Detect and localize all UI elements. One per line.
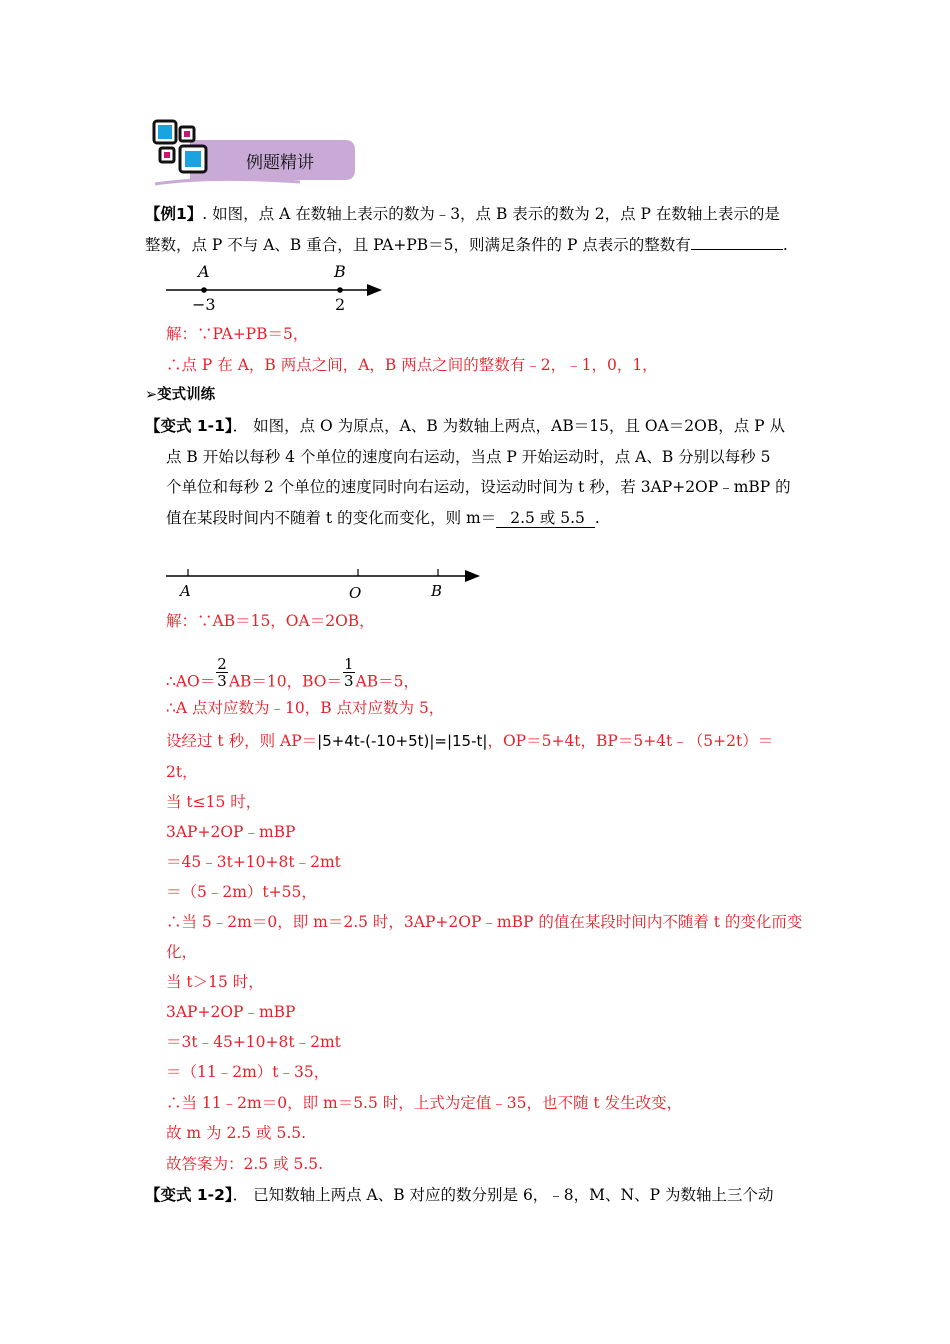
solution-4-abs: |5+4t-(-10+5t)|=|15-t| (317, 732, 488, 750)
variant1-text4-end: . (594, 509, 600, 527)
solution-line-4 (166, 730, 773, 752)
example1-number-line (160, 258, 390, 318)
solution-2-mid: AB＝10，BO＝ (228, 672, 343, 691)
point-a-label: A (198, 262, 210, 281)
solution-line-12: 当 t＞15 时， (166, 973, 264, 991)
section-title: 例题精讲 (246, 153, 314, 173)
example1-line1 (145, 203, 780, 225)
variant-heading-text: 变式训练 (157, 387, 216, 403)
solution-line-11: 化， (166, 943, 198, 961)
point-a-dot (201, 287, 207, 293)
solution-4-pre: 设经过 t 秒，则 AP＝ (166, 732, 318, 750)
variant1-line1 (145, 415, 785, 437)
solution-line-10: ∴当 5﹣2m＝0，即 m＝2.5 时，3AP+2OP﹣mBP 的值在某段时间内不随着 t 的变化而变 (166, 913, 803, 931)
point-b-value: 2 (335, 295, 346, 314)
solution-line-5: 2t， (166, 763, 198, 781)
fraction-den: 3 (344, 672, 354, 690)
variant-arrow-icon: ➢ (145, 387, 158, 403)
example1-line2 (145, 234, 788, 256)
point-a-value: −3 (192, 295, 216, 314)
solution-line-17: 故 m 为 2.5 或 5.5. (166, 1124, 307, 1142)
variant-heading (145, 384, 215, 406)
number-line-arrow (367, 284, 382, 296)
fraction-num: 1 (344, 655, 354, 673)
variant1-line4 (166, 507, 600, 529)
point-b-dot (337, 287, 343, 293)
fraction-two-thirds (216, 656, 228, 689)
number-line-arrow (465, 570, 480, 582)
variant1-line3: 个单位和每秒 2 个单位的速度同时向右运动，设运动时间为 t 秒，若 3AP+2OP﹣mBP 的 (166, 478, 791, 496)
example1-text2-end: . (782, 236, 788, 254)
solution-line-8: ＝45﹣3t+10+8t﹣2mt (166, 853, 341, 871)
fraction-den: 3 (217, 672, 227, 690)
example1-text1: . 如图，点 A 在数轴上表示的数为﹣3，点 B 表示的数为 2，点 P 在数轴上表示的是 (202, 205, 780, 223)
answer-blank (691, 235, 783, 250)
example1-text2: 整数，点 P 不与 A、B 重合，且 PA+PB＝5，则满足条件的 P 点表示的整数有 (145, 236, 691, 254)
solution-line-14: ＝3t﹣45+10+8t﹣2mt (166, 1033, 341, 1051)
variant1-label: 【变式 1-1】 (145, 417, 233, 435)
solution-2-pre: ∴AO＝ (166, 672, 216, 691)
solution-line-3: ∴A 点对应数为﹣10，B 点对应数为 5， (166, 699, 445, 717)
example1-solution-1: 解：∵PA+PB＝5， (166, 325, 309, 343)
variant2-text1: ． 已知数轴上两点 A、B 对应的数分别是 6，﹣8，M、N、P 为数轴上三个动 (232, 1186, 774, 1204)
label-a: A (180, 582, 191, 600)
solution-line-18: 故答案为：2.5 或 5.5. (166, 1155, 324, 1173)
fraction-num: 2 (217, 655, 227, 673)
fraction-one-third (343, 656, 355, 689)
label-o: O (349, 584, 362, 602)
variant1-text4: 值在某段时间内不随着 t 的变化而变化，则 m＝ (166, 509, 497, 527)
solution-line-7: 3AP+2OP﹣mBP (166, 823, 296, 841)
solution-2-end: AB＝5， (355, 672, 420, 691)
solution-line-13: 3AP+2OP﹣mBP (166, 1003, 296, 1021)
variant2-label: 【变式 1-2】 (145, 1186, 233, 1204)
solution-line-6: 当 t≤15 时， (166, 793, 262, 811)
grid-icon (154, 121, 206, 172)
section-header (150, 118, 360, 188)
variant2-line1 (145, 1184, 773, 1206)
label-b: B (431, 582, 443, 600)
variant1-text1: ． 如图，点 O 为原点，A、B 为数轴上两点，AB＝15，且 OA＝2OB，点 P 从 (232, 417, 786, 435)
solution-4-post: ，OP＝5+4t，BP＝5+4t﹣（5+2t）＝ (487, 732, 774, 750)
solution-line-1: 解：∵AB＝15，OA＝2OB， (166, 612, 375, 630)
solution-line-9: ＝（5﹣2m）t+55， (166, 883, 317, 901)
solution-line-2 (166, 655, 420, 699)
solution-line-16: ∴当 11﹣2m＝0，即 m＝5.5 时，上式为定值﹣35，也不随 t 发生改变， (166, 1094, 683, 1112)
variant1-line2: 点 B 开始以每秒 4 个单位的速度向右运动，当点 P 开始运动时，点 A、B 分别以每秒 5 (166, 448, 771, 466)
point-b-label: B (334, 262, 346, 281)
variant1-answer: 2.5 或 5.5 (496, 509, 595, 528)
example1-solution-2: ∴点 P 在 A，B 两点之间，A，B 两点之间的整数有﹣2，﹣1，0，1， (166, 356, 658, 374)
variant1-number-line (160, 560, 490, 604)
solution-line-15: ＝（11﹣2m）t﹣35， (166, 1063, 330, 1081)
example1-label: 【例1】 (145, 205, 203, 223)
